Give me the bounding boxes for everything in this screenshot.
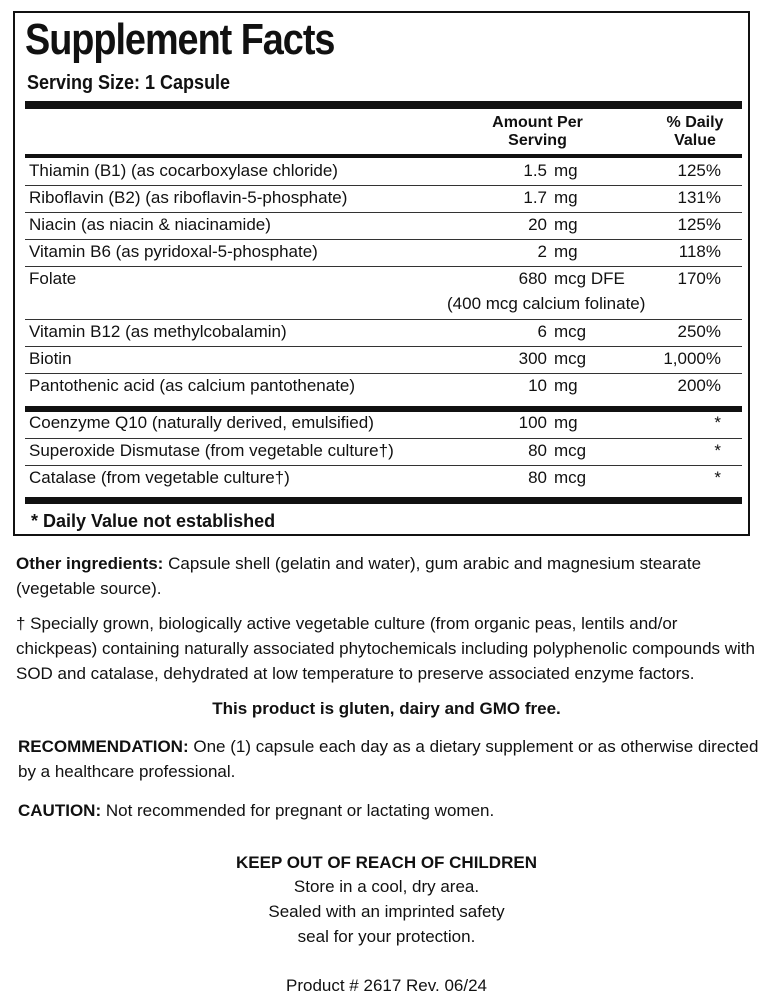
nutrient-unit: mg xyxy=(554,413,578,432)
nutrient-unit: mg xyxy=(554,161,578,180)
nutrient-name: Biotin xyxy=(29,349,72,368)
nutrient-quantity: 2 xyxy=(537,242,547,261)
keep-out-of-reach: KEEP OUT OF REACH OF CHILDREN xyxy=(236,853,537,872)
storage-line-3: seal for your protection. xyxy=(297,927,476,946)
thick-divider-bottom xyxy=(25,497,742,504)
nutrient-quantity: 680 xyxy=(518,269,547,288)
caution xyxy=(18,798,763,823)
nutrient-daily-value: 131% xyxy=(677,188,721,207)
nutrient-unit: mg xyxy=(554,242,578,261)
row-divider xyxy=(25,438,742,439)
nutrient-name: Thiamin (B1) (as cocarboxylase chloride) xyxy=(29,161,338,180)
other-ingredients-label: Other ingredients: xyxy=(16,554,164,573)
nutrient-daily-value: 1,000% xyxy=(663,349,721,368)
nutrient-name: Vitamin B6 (as pyridoxal-5-phosphate) xyxy=(29,242,318,261)
nutrient-quantity: 10 xyxy=(528,376,547,395)
nutrient-daily-value: 125% xyxy=(677,215,721,234)
row-divider xyxy=(25,319,742,320)
dv-header-line2: Value xyxy=(674,132,716,149)
nutrient-name: Pantothenic acid (as calcium pantothenate) xyxy=(29,376,356,395)
nutrient-unit: mg xyxy=(554,188,578,207)
nutrient-daily-value: 125% xyxy=(677,161,721,180)
row-divider xyxy=(25,185,742,186)
dv-header-line1: % Daily xyxy=(666,114,724,131)
thick-divider-top xyxy=(25,101,742,109)
nutrient-daily-value: * xyxy=(714,441,721,460)
row-divider xyxy=(25,373,742,374)
nutrient-unit: mg xyxy=(554,215,578,234)
amount-per-serving-header xyxy=(470,114,605,150)
nutrient-unit: mcg xyxy=(554,441,587,460)
other-ingredients xyxy=(16,551,736,601)
row-divider xyxy=(25,239,742,240)
daily-value-header xyxy=(645,114,745,150)
other-ingredients-text: Capsule shell (gelatin and water), gum arabic and magnesium stearate (vegetable source). xyxy=(16,554,702,598)
serving-size: Serving Size: 1 Capsule xyxy=(27,72,231,94)
nutrient-daily-value: * xyxy=(714,413,721,432)
thick-divider-middle xyxy=(25,406,742,412)
nutrient-name: Catalase (from vegetable culture†) xyxy=(29,468,290,487)
nutrient-quantity: 80 xyxy=(528,468,547,487)
nutrient-quantity: 300 xyxy=(518,349,547,368)
storage-line-1: Store in a cool, dry area. xyxy=(293,877,480,896)
nutrient-unit: mcg xyxy=(554,349,587,368)
row-divider xyxy=(25,465,742,466)
amount-header-line1: Amount Per xyxy=(492,114,583,131)
nutrient-name: Niacin (as niacin & niacinamide) xyxy=(29,215,271,234)
storage-line-2: Sealed with an imprinted safety xyxy=(268,902,505,921)
folate-sub-note: (400 mcg calcium folinate) xyxy=(447,294,646,313)
nutrient-unit: mcg xyxy=(554,468,587,487)
supplement-facts-panel xyxy=(13,11,750,536)
nutrient-unit: mcg xyxy=(554,322,587,341)
nutrient-quantity: 6 xyxy=(537,322,547,341)
nutrient-quantity: 100 xyxy=(518,413,547,432)
nutrient-name: Coenzyme Q10 (naturally derived, emulsified) xyxy=(29,413,374,432)
nutrient-quantity: 1.7 xyxy=(523,188,547,207)
row-divider xyxy=(25,212,742,213)
nutrient-name: Vitamin B12 (as methylcobalamin) xyxy=(29,322,287,341)
nutrient-unit: mg xyxy=(554,376,578,395)
nutrient-unit: mcg DFE xyxy=(554,269,625,288)
nutrient-quantity: 1.5 xyxy=(523,161,547,180)
thick-divider-header xyxy=(25,154,742,158)
nutrient-name: Superoxide Dismutase (from vegetable culture†) xyxy=(29,441,394,460)
recommendation xyxy=(18,734,763,784)
free-statement: This product is gluten, dairy and GMO free. xyxy=(212,699,561,718)
nutrient-name: Folate xyxy=(29,269,77,288)
row-divider xyxy=(25,346,742,347)
panel-title: Supplement Facts xyxy=(25,15,335,64)
product-code: Product # 2617 Rev. 06/24 xyxy=(286,976,487,995)
nutrient-daily-value: 250% xyxy=(677,322,721,341)
amount-header-line2: Serving xyxy=(508,132,567,149)
nutrient-quantity: 20 xyxy=(528,215,547,234)
caution-label: CAUTION: xyxy=(18,801,102,820)
row-divider xyxy=(25,266,742,267)
nutrient-name: Riboflavin (B2) (as riboflavin-5-phosphate) xyxy=(29,188,348,207)
recommendation-text: One (1) capsule each day as a dietary supplement or as otherwise directed by a healthcare professional. xyxy=(18,737,759,781)
recommendation-label: RECOMMENDATION: xyxy=(18,737,189,756)
nutrient-daily-value: 118% xyxy=(678,242,721,261)
dagger-note: † Specially grown, biologically active vegetable culture (from organic peas, lentils and/or chickpeas) containing naturally associated phytochemicals including polyphenolic compounds with SOD and catalase, dehydrated at low temperature to preserve associated enzyme factors. xyxy=(16,614,755,683)
daily-value-footnote: * Daily Value not established xyxy=(31,511,276,531)
nutrient-quantity: 80 xyxy=(528,441,547,460)
nutrient-daily-value: 170% xyxy=(677,269,721,288)
nutrient-daily-value: * xyxy=(714,468,721,487)
nutrient-daily-value: 200% xyxy=(677,376,721,395)
caution-text: Not recommended for pregnant or lactating women. xyxy=(101,801,495,820)
